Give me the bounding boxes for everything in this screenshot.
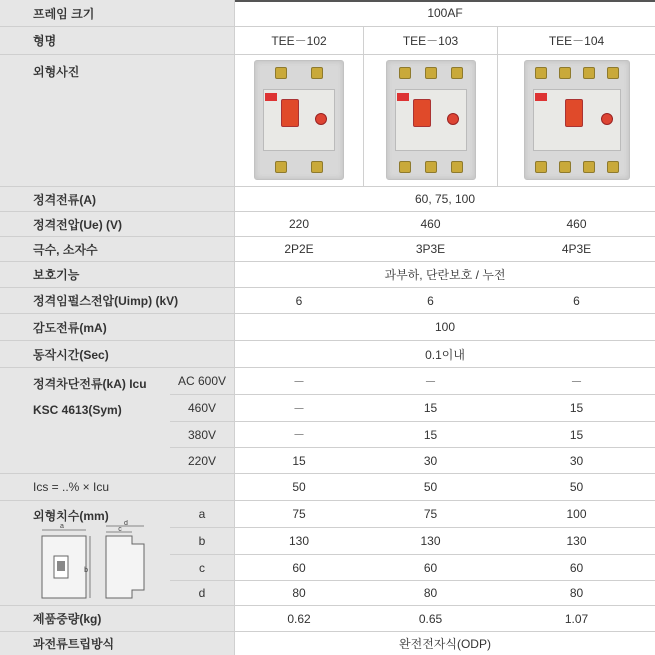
- dim-d-103: 80: [423, 586, 438, 600]
- diagram-label-d: d: [124, 520, 128, 527]
- dim-d-102: 80: [292, 586, 306, 600]
- poles-103: 3P3E: [415, 242, 446, 256]
- breaking-380-103: 15: [423, 427, 438, 442]
- poles-102: 2P2E: [284, 242, 314, 256]
- breaking-380-104: 15: [569, 427, 584, 442]
- dim-b-103: 130: [420, 534, 441, 548]
- rated-current-value: 60, 75, 100: [414, 192, 476, 206]
- diagram-side-view: [106, 536, 144, 598]
- breaking-460-103: 15: [423, 401, 438, 415]
- weight-104: 1.07: [564, 611, 589, 626]
- breaking-ac600-103: －: [424, 374, 437, 389]
- dim-sub-a: a: [198, 507, 206, 521]
- row-label-poles: 극수, 소자수: [0, 237, 234, 261]
- diagram-label-a: a: [60, 523, 64, 530]
- operating-time-value: 0.1이내: [425, 347, 465, 362]
- dim-d-104: 80: [569, 586, 584, 600]
- breaking-sub-380: 380V: [187, 427, 217, 442]
- breaking-220-102: 15: [292, 453, 306, 468]
- row-label-protection: 보호기능: [0, 262, 234, 287]
- impulse-voltage-103: 6: [427, 293, 434, 308]
- dim-c-104: 60: [569, 560, 584, 575]
- breaking-380-102: －: [292, 428, 305, 442]
- dimension-diagram: [40, 520, 160, 600]
- row-label-rated-current: 정격전류(A): [0, 187, 234, 211]
- diagram-label-b: b: [84, 567, 88, 574]
- breaking-ac600-102: －: [292, 374, 305, 389]
- breaking-capacity-standard: KSC 4613(Sym): [33, 403, 122, 417]
- protection-value: 과부하, 단란보호 / 누전: [384, 268, 506, 282]
- poles-104: 4P3E: [561, 242, 592, 256]
- row-label-sensitivity-current: 감도전류(mA): [0, 314, 234, 340]
- row-label-weight: 제품중량(kg): [0, 606, 234, 631]
- dim-b-104: 130: [566, 534, 587, 548]
- sensitivity-current-value: 100: [434, 320, 456, 334]
- model-102: TEE－102: [271, 34, 327, 48]
- breaking-460-104: 15: [569, 401, 584, 415]
- breaking-220-104: 30: [569, 453, 584, 468]
- trip-method-value: 완전전자식(ODP): [399, 637, 491, 651]
- breaking-460-102: －: [292, 401, 305, 416]
- rated-voltage-103: 460: [420, 217, 441, 231]
- photo-tee-102: [235, 54, 363, 186]
- rated-voltage-104: 460: [566, 217, 587, 231]
- weight-102: 0.62: [287, 611, 311, 626]
- impulse-voltage-104: 6: [573, 293, 580, 308]
- breaker-3p-image: [386, 60, 476, 180]
- ics-102: 50: [292, 480, 306, 494]
- photo-tee-103: [364, 54, 497, 186]
- breaking-capacity-label: 정격차단전류(kA) Icu: [33, 377, 147, 391]
- row-label-dimensions: 외형치수(mm): [0, 501, 234, 605]
- breaking-sub-ac600: AC 600V: [177, 374, 227, 388]
- impulse-voltage-102: 6: [295, 293, 303, 308]
- diagram-lever-knob: [57, 561, 65, 571]
- dim-c-103: 60: [423, 560, 438, 575]
- breaking-sub-220: 220V: [187, 453, 217, 468]
- row-label-model: 형명: [0, 27, 234, 54]
- dim-sub-b: b: [198, 534, 206, 548]
- breaking-220-103: 30: [423, 453, 438, 468]
- row-label-frame-size: 프레임 크기: [0, 0, 234, 26]
- dim-a-103: 75: [423, 507, 438, 521]
- row-label-operating-time: 동작시간(Sec): [0, 341, 234, 367]
- row-label-ics: Ics = ..% × Icu: [0, 474, 234, 500]
- breaker-4p-image: [524, 60, 630, 180]
- ics-103: 50: [423, 480, 438, 494]
- photo-tee-104: [498, 54, 655, 186]
- rated-voltage-102: 220: [288, 217, 310, 231]
- frame-size-value: 100AF: [427, 6, 463, 20]
- dim-sub-c: c: [199, 560, 205, 575]
- breaker-2p-image: [254, 60, 344, 180]
- row-label-photo: 외형사진: [0, 55, 234, 186]
- dim-sub-d: d: [198, 586, 206, 600]
- dim-b-102: 130: [288, 534, 310, 548]
- dim-a-102: 75: [292, 507, 306, 521]
- diagram-label-c: c: [118, 526, 122, 533]
- model-103: TEE－103: [402, 34, 459, 48]
- dim-a-104: 100: [566, 507, 587, 521]
- row-label-trip-method: 과전류트립방식: [0, 632, 234, 655]
- row-label-rated-voltage: 정격전압(Ue) (V): [0, 212, 234, 236]
- dim-c-102: 60: [292, 560, 306, 575]
- weight-103: 0.65: [418, 611, 443, 626]
- model-104: TEE－104: [548, 34, 605, 48]
- row-label-impulse-voltage: 정격임펄스전압(Uimp) (kV): [0, 288, 234, 313]
- breaking-ac600-104: －: [570, 374, 583, 389]
- ics-104: 50: [569, 480, 584, 494]
- breaking-sub-460: 460V: [187, 401, 217, 415]
